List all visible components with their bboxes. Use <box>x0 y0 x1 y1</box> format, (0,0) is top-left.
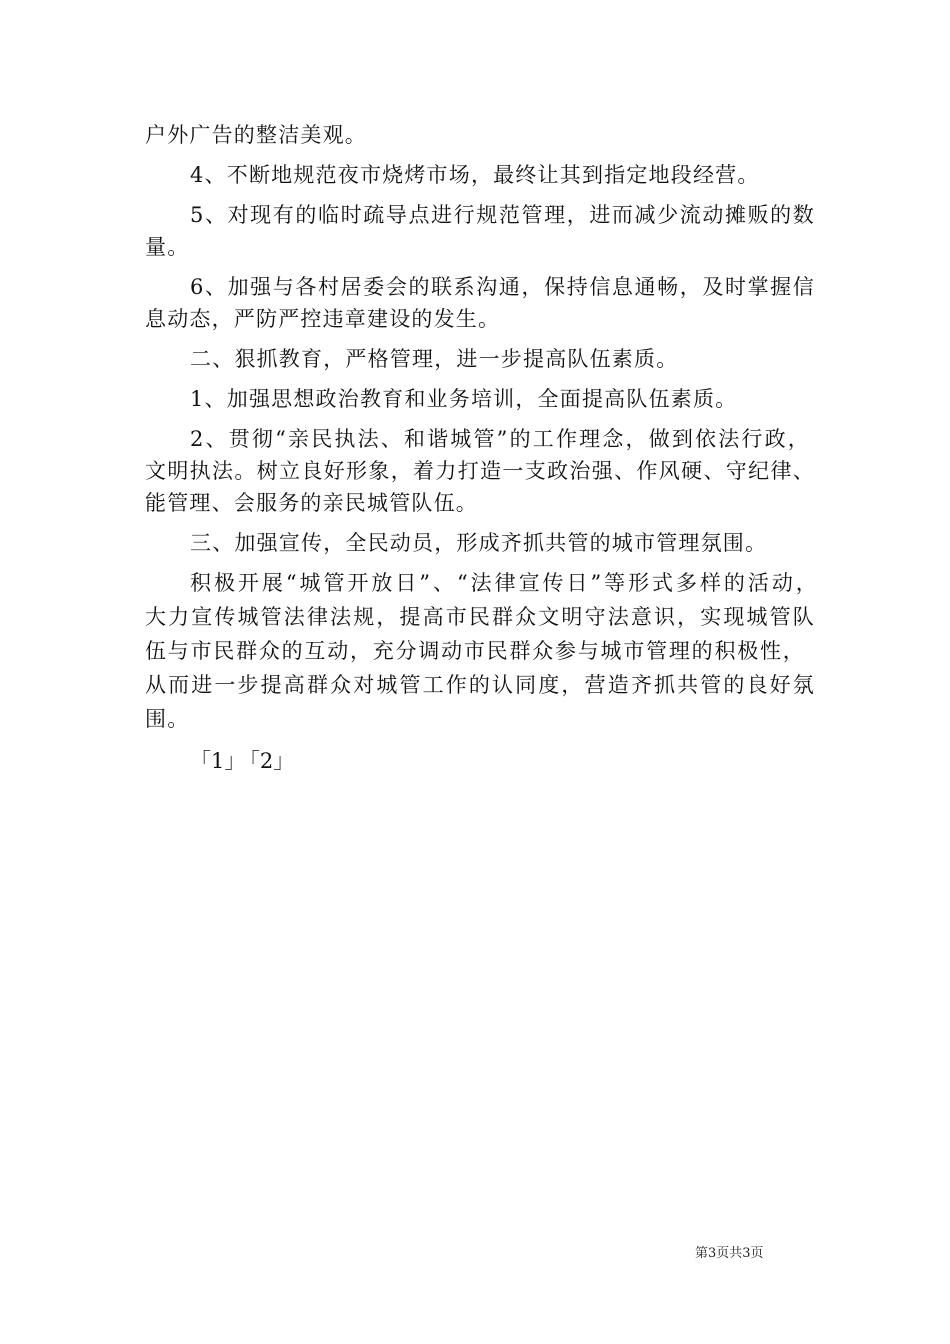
page-indicator: 第3页共3页 <box>695 1246 764 1261</box>
section-heading: 三、加强宣传，全民动员，形成齐抓共管的城市管理氛围。 <box>190 531 768 555</box>
paragraph-line: 伍与市民群众的互动，充分调动市民群众参与城市管理的积极性， <box>145 639 805 663</box>
page-link-1[interactable]: 「1」 <box>190 749 246 773</box>
paragraph-line: 息动态，严防严控违章建设的发生。 <box>145 307 501 331</box>
paragraph-line: 大力宣传城管法律法规，提高市民群众文明守法意识，实现城管队 <box>145 605 815 629</box>
paragraph-line: 能管理、会服务的亲民城管队伍。 <box>145 491 478 515</box>
paragraph-line: 户外广告的整洁美观。 <box>145 123 367 147</box>
paragraph-line: 从而进一步提高群众对城管工作的认同度，营造齐抓共管的良好氛 <box>145 673 815 697</box>
paragraph-line: 5、对现有的临时疏导点进行规范管理，进而减少流动摊贩的数 <box>190 203 815 227</box>
paragraph-line: 2、贯彻“亲民执法、和谐城管”的工作理念，做到依法行政， <box>190 427 810 451</box>
paragraph-line: 围。 <box>145 707 190 731</box>
paragraph-line: 1、加强思想政治教育和业务培训，全面提高队伍素质。 <box>190 387 738 411</box>
page-link-2[interactable]: 「2」 <box>249 749 295 773</box>
paragraph-line: 6、加强与各村居委会的联系沟通，保持信息通畅，及时掌握信 <box>190 275 815 299</box>
paragraph-line: 4、不断地规范夜市烧烤市场，最终让其到指定地段经营。 <box>190 163 760 187</box>
paragraph-line: 量。 <box>145 235 190 259</box>
paragraph-line: 积极开展“城管开放日”、“法律宣传日”等形式多样的活动， <box>190 571 818 595</box>
paragraph-line: 文明执法。树立良好形象，着力打造一支政治强、作风硬、守纪律、 <box>145 459 815 483</box>
section-heading: 二、狠抓教育，严格管理，进一步提高队伍素质。 <box>190 347 679 371</box>
page-links <box>190 746 298 776</box>
